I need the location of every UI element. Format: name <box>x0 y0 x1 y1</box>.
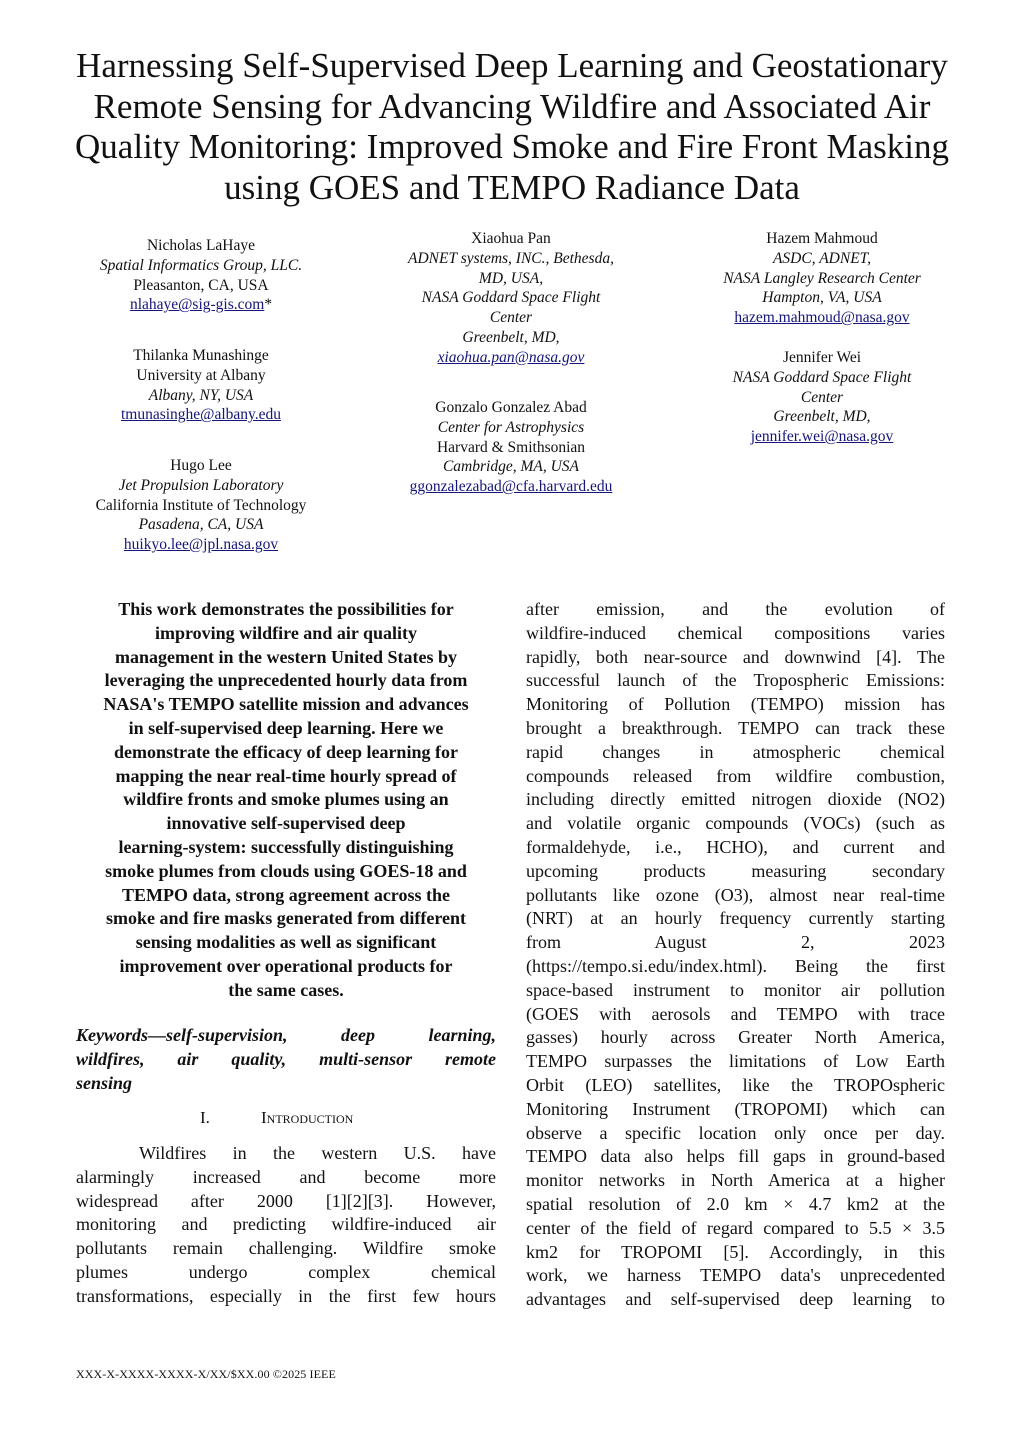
body-line: plumes undergo complex chemical <box>76 1261 496 1282</box>
author-affiliation: Center <box>489 309 533 327</box>
body-line: pollutants like ozone (O3), almost near real-time <box>526 884 945 905</box>
author-email-link[interactable]: nlahaye@sig-gis.com <box>129 296 265 314</box>
author-location: Pleasanton, CA, USA <box>133 276 269 294</box>
body-line: TEMPO surpasses the limitations of Low Earth <box>526 1051 945 1072</box>
body-line: alarmingly increased and become more <box>76 1166 496 1187</box>
author-lahaye <box>76 236 326 315</box>
abstract-line: improvement over operational products for <box>119 955 453 976</box>
body-line: transformations, especially in the first few hours <box>76 1285 496 1306</box>
abstract-line: in self-supervised deep learning. Here we <box>128 717 444 738</box>
abstract-line: NASA's TEMPO satellite mission and advances <box>103 694 469 715</box>
author-affiliation: Harvard & Smithsonian <box>436 438 586 456</box>
author-name: Thilanka Munashinge <box>133 347 269 364</box>
author-name: Gonzalo Gonzalez Abad <box>435 399 587 416</box>
title-line: using GOES and TEMPO Radiance Data <box>224 167 800 207</box>
body-line: formaldehyde, i.e., HCHO), and current and <box>526 836 945 857</box>
author-email-link[interactable]: xiaohua.pan@nasa.gov <box>437 348 585 366</box>
body-line: TEMPO data also helps fill gaps in ground-based <box>526 1146 945 1167</box>
author-name: Hugo Lee <box>170 457 232 474</box>
author-email-line <box>697 427 947 447</box>
author-affiliation: University at Albany <box>136 366 266 384</box>
author-wei <box>697 348 947 447</box>
body-line: upcoming products measuring secondary <box>526 860 945 881</box>
copyright-footer: XXX-X-XXXX-XXXX-X/XX/$XX.00 ©2025 IEEE <box>76 1367 336 1381</box>
body-line: and volatile organic compounds (VOCs) (such as <box>526 813 945 834</box>
abstract-line: smoke plumes from clouds using GOES-18 and <box>105 860 467 881</box>
keywords <box>76 1024 496 1095</box>
author-location: Greenbelt, MD, <box>462 328 560 346</box>
abstract-line: the same cases. <box>228 979 344 1000</box>
body-line: pollutants remain challenging. Wildfire smoke <box>76 1238 496 1259</box>
body-line: (NRT) at an hourly frequency currently starting <box>526 908 945 929</box>
abstract-line: sensing modalities as well as significant <box>135 932 437 953</box>
author-email-link[interactable]: jennifer.wei@nasa.gov <box>750 428 894 446</box>
body-line: compounds released from wildfire combustion, <box>526 765 945 786</box>
author-location: Hampton, VA, USA <box>762 289 882 307</box>
intro-paragraph <box>76 1142 496 1309</box>
author-affiliation: Jet Propulsion Laboratory <box>118 476 284 494</box>
author-email-link[interactable]: huikyo.lee@jpl.nasa.gov <box>123 536 279 554</box>
body-line: rapidly, both near-source and downwind [4]. The <box>526 646 945 667</box>
author-affiliation: NASA Langley Research Center <box>723 269 921 287</box>
author-email-link[interactable]: hazem.mahmoud@nasa.gov <box>734 309 910 327</box>
abstract-line: demonstrate the efficacy of deep learning for <box>114 741 458 762</box>
title-line: Harnessing Self-Supervised Deep Learning and Geostationary <box>76 46 948 85</box>
body-line: km2 for TROPOMI [5]. Accordingly, in this <box>526 1241 945 1262</box>
author-affiliation: Center for Astrophysics <box>437 418 585 436</box>
author-pan <box>386 229 636 368</box>
author-location: Cambridge, MA, USA <box>442 458 580 476</box>
body-line: including directly emitted nitrogen dioxide (NO2) <box>526 789 945 810</box>
corresponding-mark: * <box>264 296 273 314</box>
author-email-link[interactable]: ggonzalezabad@cfa.harvard.edu <box>409 478 613 496</box>
author-email-line <box>76 405 326 425</box>
body-line: advantages and self-supervised deep learning to <box>526 1289 945 1310</box>
author-affiliation: ADNET systems, INC., Bethesda, <box>408 249 614 267</box>
author-email-line <box>386 477 636 497</box>
author-name: Hazem Mahmoud <box>766 230 878 247</box>
author-name: Jennifer Wei <box>782 349 862 366</box>
author-affiliation: Spatial Informatics Group, LLC. <box>99 256 303 274</box>
abstract-line: learning-system: successfully distinguishing <box>118 836 454 857</box>
body-line: monitoring and predicting wildfire-induced air <box>76 1214 496 1235</box>
author-affiliation: NASA Goddard Space Flight <box>421 289 601 307</box>
body-line: space-based instrument to monitor air pollution <box>526 979 945 1000</box>
body-line: brought a breakthrough. TEMPO can track these <box>526 717 945 738</box>
body-line: center of the field of regard compared to 5.5 × 3.5 <box>526 1217 945 1238</box>
author-email-line <box>386 348 636 368</box>
abstract-line: improving wildfire and air quality <box>154 622 418 643</box>
body-line: Monitoring Instrument (TROPOMI) which can <box>526 1098 945 1119</box>
abstract-line: smoke and fire masks generated from different <box>106 908 466 929</box>
abstract-line: mapping the near real-time hourly spread of <box>115 765 457 786</box>
body-line: gasses) hourly across Greater North America, <box>526 1027 945 1048</box>
author-location: Pasadena, CA, USA <box>138 516 264 534</box>
body-line: wildfire-induced chemical compositions varies <box>526 622 945 643</box>
author-abad <box>386 398 636 497</box>
author-affiliation: Center <box>800 388 844 406</box>
body-line: Orbit (LEO) satellites, like the TROPOspheric <box>526 1074 945 1095</box>
abstract-line: wildfire fronts and smoke plumes using an <box>123 789 449 810</box>
abstract-line: leveraging the unprecedented hourly data from <box>104 670 468 691</box>
body-line: spatial resolution of 2.0 km × 4.7 km2 at the <box>526 1193 945 1214</box>
author-email-line <box>76 535 326 555</box>
author-lee <box>76 456 326 555</box>
author-affiliation: NASA Goddard Space Flight <box>732 368 912 386</box>
author-location: Albany, NY, USA <box>148 386 254 404</box>
abstract-line: This work demonstrates the possibilities for <box>118 599 454 619</box>
abstract-line: management in the western United States by <box>115 646 457 667</box>
author-name: Xiaohua Pan <box>471 230 551 247</box>
keywords-line: Keywords—self-supervision, deep learning, <box>76 1025 496 1045</box>
body-line: successful launch of the Tropospheric Emissions: <box>526 670 945 691</box>
paper-title <box>60 46 964 208</box>
body-line: observe a specific location only once per day. <box>526 1122 945 1143</box>
title-line: Remote Sensing for Advancing Wildfire and Associated Air <box>93 86 931 126</box>
keywords-line: sensing <box>76 1072 133 1093</box>
body-line: widespread after 2000 [1][2][3]. However, <box>76 1190 496 1211</box>
abstract-line: TEMPO data, strong agreement across the <box>122 884 450 905</box>
author-munashinge <box>76 346 326 425</box>
body-line: after emission, and the evolution of <box>526 599 945 619</box>
author-affiliation: ASDC, ADNET, <box>772 249 872 267</box>
body-line: Monitoring of Pollution (TEMPO) mission has <box>526 694 945 715</box>
author-affiliation: California Institute of Technology <box>95 496 307 514</box>
author-email-link[interactable]: tmunasinghe@albany.edu <box>120 406 282 424</box>
abstract-line: innovative self-supervised deep <box>166 813 406 834</box>
author-mahmoud <box>697 229 947 328</box>
body-line: (https://tempo.si.edu/index.html). Being the first <box>526 955 945 976</box>
body-line: work, we harness TEMPO data's unprecedented <box>526 1265 945 1286</box>
keywords-line: wildfires, air quality, multi-sensor remote <box>76 1048 496 1069</box>
section-title: Introduction <box>261 1108 354 1127</box>
section-number: I. <box>200 1108 210 1127</box>
author-email-line <box>76 295 326 315</box>
right-column-text <box>526 598 945 1312</box>
body-line: Wildfires in the western U.S. have <box>139 1143 496 1163</box>
title-line: Quality Monitoring: Improved Smoke and Fire Front Masking <box>75 127 949 166</box>
author-email-line <box>697 308 947 328</box>
author-name: Nicholas LaHaye <box>146 237 256 254</box>
author-affiliation: MD, USA, <box>478 269 544 287</box>
body-line: rapid changes in atmospheric chemical <box>526 741 945 762</box>
body-line: (GOES with aerosols and TEMPO with trace <box>526 1003 945 1024</box>
body-line: monitor networks in North America at a higher <box>526 1170 945 1191</box>
body-line: from August 2, 2023 <box>526 932 945 953</box>
abstract <box>76 598 496 1003</box>
author-location: Greenbelt, MD, <box>773 408 871 426</box>
